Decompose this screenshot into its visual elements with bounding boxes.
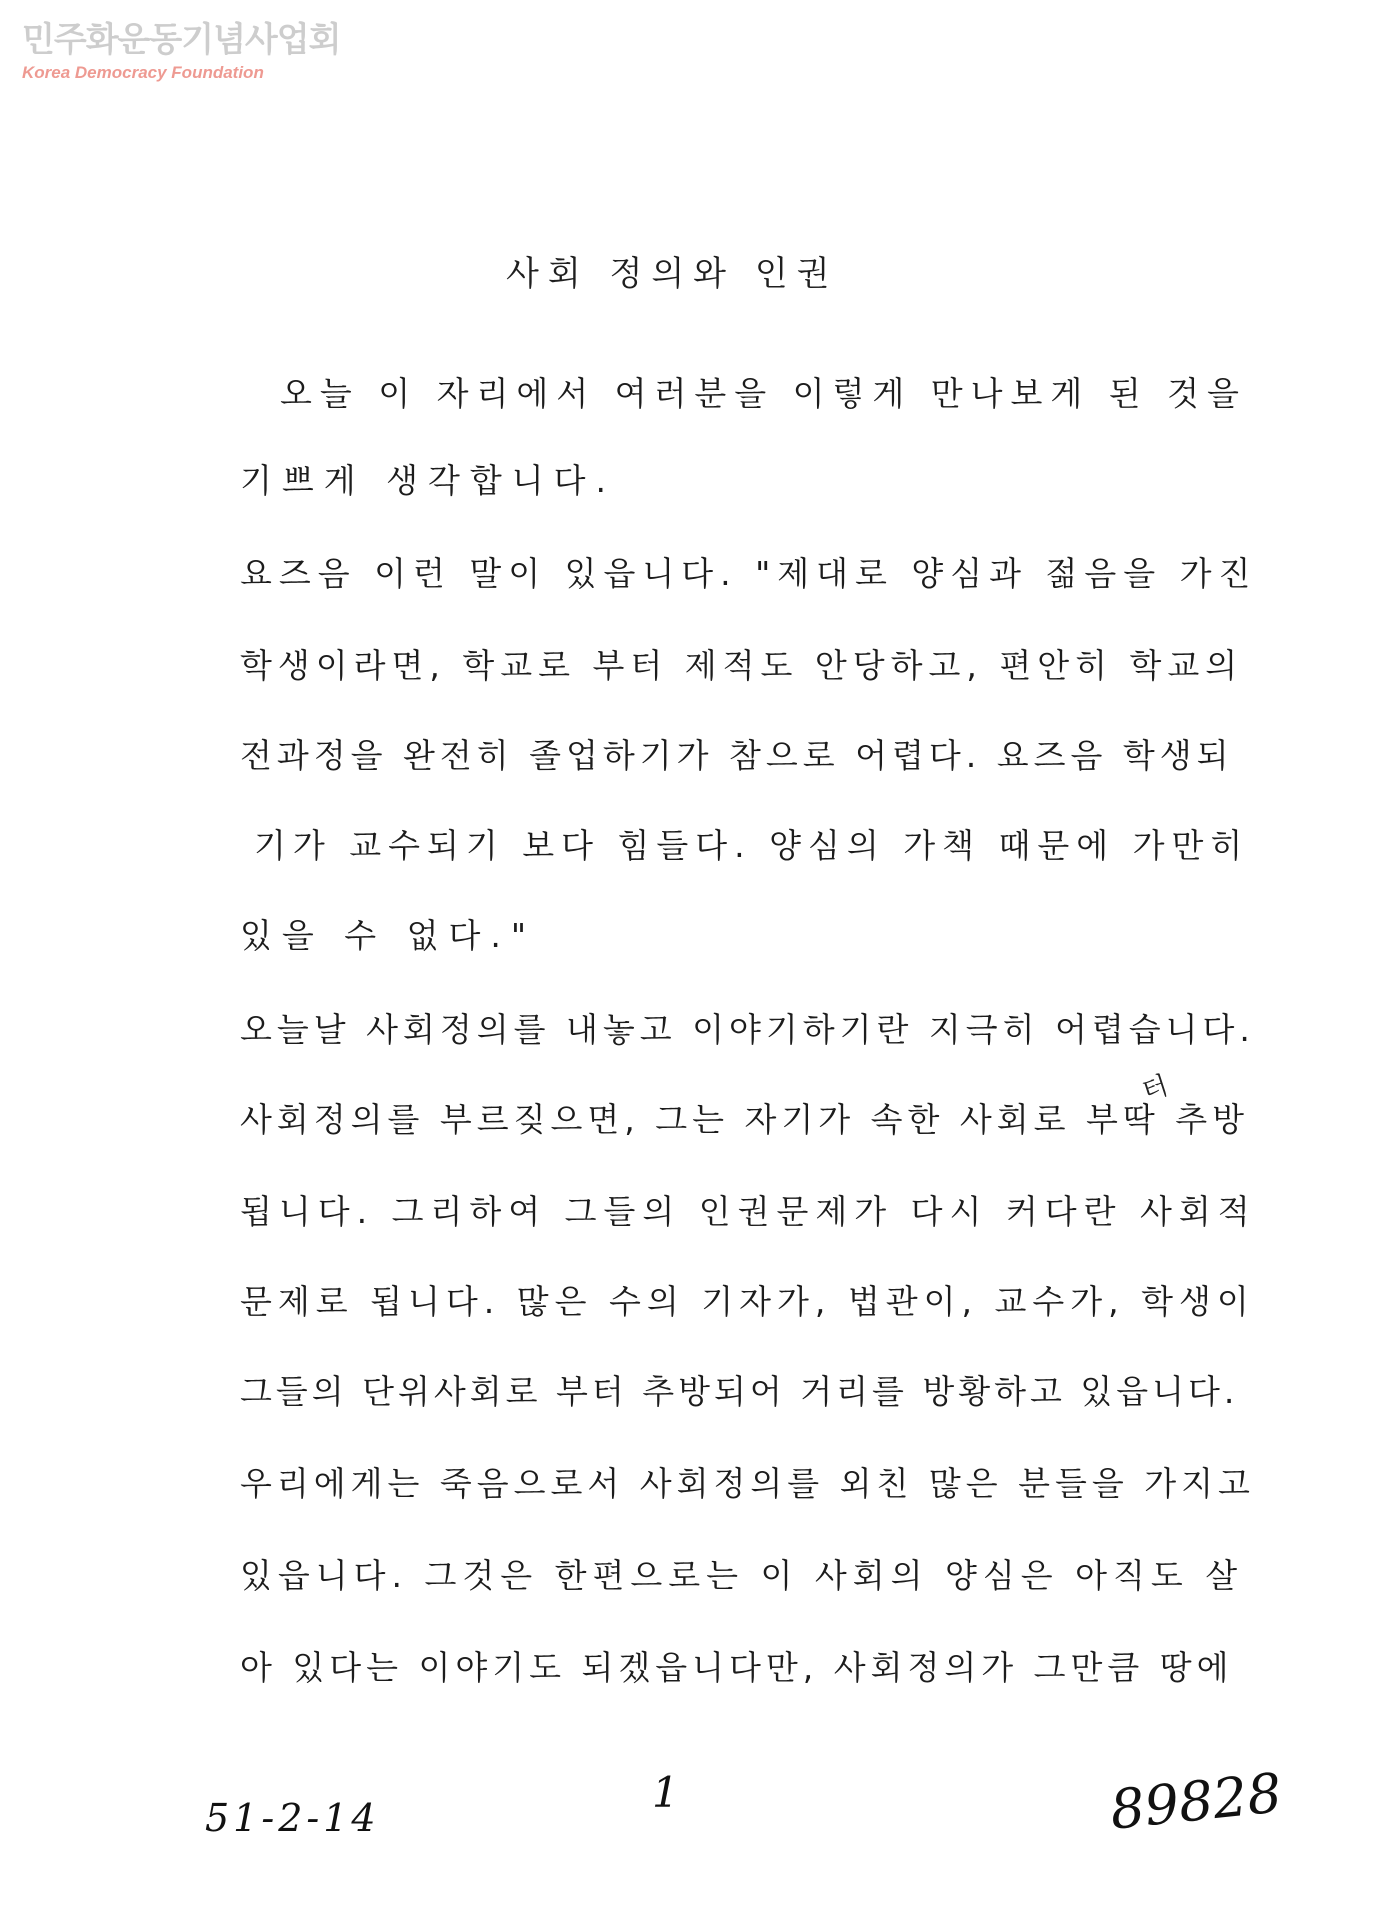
body-line: 있읍니다. 그것은 한편으로는 이 사회의 양심은 아직도 살 xyxy=(240,1556,1244,1595)
body-line: 문제로 됩니다. 많은 수의 기자가, 법관이, 교수가, 학생이 xyxy=(240,1282,1255,1321)
watermark-english: Korea Democracy Foundation xyxy=(22,63,264,82)
body-line: 기쁘게 생각합니다. xyxy=(240,461,617,500)
foundation-watermark xyxy=(22,20,340,84)
body-line: 됩니다. 그리하여 그들의 인권문제가 다시 커다란 사회적 xyxy=(240,1192,1257,1231)
handwritten-archive-number: 89828 xyxy=(1107,1761,1285,1842)
body-line: 학생이라면, 학교로 부터 제적도 안당하고, 편안히 학교의 xyxy=(240,646,1244,685)
watermark-korean: 민주화운동기념사업회 xyxy=(22,20,341,60)
body-line: 아 있다는 이야기도 되겠읍니다만, 사회정의가 그만큼 땅에 xyxy=(240,1648,1234,1687)
body-line: 기가 교수되기 보다 힘들다. 양심의 가책 때문에 가만히 xyxy=(254,826,1250,865)
handwritten-date: 51-2-14 xyxy=(205,1796,380,1840)
body-line: 오늘날 사회정의를 내놓고 이야기하기란 지극히 어렵습니다. xyxy=(240,1010,1255,1049)
body-line: 우리에게는 죽음으로서 사회정의를 외친 많은 분들을 가지고 xyxy=(240,1464,1255,1503)
correction-mark: 터 xyxy=(1138,1070,1172,1108)
body-line: 요즈음 이런 말이 있읍니다. "제대로 양심과 젊음을 가진 xyxy=(240,554,1258,593)
handwritten-page-number: 1 xyxy=(652,1768,679,1817)
body-line: 오늘 이 자리에서 여러분을 이렇게 만나보게 된 것을 xyxy=(280,374,1247,413)
body-line: 전과정을 완전히 졸업하기가 참으로 어렵다. 요즈음 학생되 xyxy=(240,736,1234,775)
document-title: 사회 정의와 인권 xyxy=(506,254,839,294)
body-line: 사회정의를 부르짖으면, 그는 자기가 속한 사회로 부딱 추방 xyxy=(240,1100,1249,1139)
body-line: 있을 수 없다." xyxy=(240,916,537,955)
body-line: 그들의 단위사회로 부터 추방되어 거리를 방황하고 있읍니다. xyxy=(240,1372,1239,1411)
